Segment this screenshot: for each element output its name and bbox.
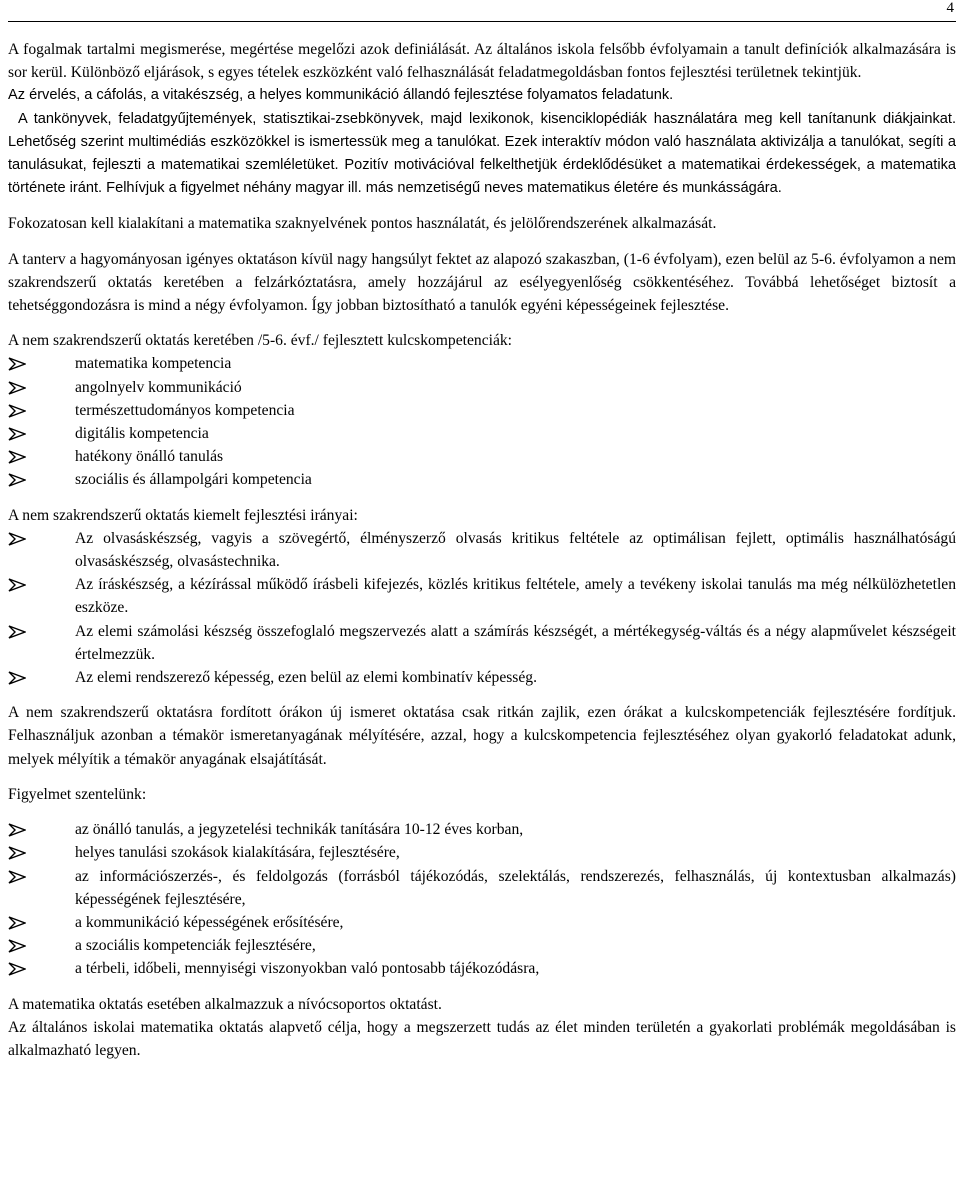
paragraph-competencies-intro: A nem szakrendszerű oktatás keretében /5-6. évf./ fejlesztett kulcskompetenciák:: [8, 332, 513, 350]
list-item: helyes tanulási szokások kialakítására, fejlesztésére,: [8, 841, 956, 864]
arrowhead-bullet-icon: [8, 870, 26, 884]
list-item: az információszerzés-, és feldolgozás (forrásból tájékozódás, szelektálás, rendszerezés, felhasználás, új kontextusban alkalmazás) képességének fejlesztésére,: [8, 865, 956, 911]
directions-list: [8, 527, 956, 689]
competency-list: [8, 352, 956, 491]
arrowhead-bullet-icon: [8, 578, 26, 592]
paragraph-level-groups: A matematika oktatás esetében alkalmazzuk a nívócsoportos oktatást.: [8, 995, 442, 1013]
paragraph-goal: Az általános iskolai matematika oktatás alapvető célja, hogy a megszerzett tudás az élet minden területén a gyakorlati problémák megoldásában is alkalmazható legyen.: [8, 1018, 956, 1059]
list-item: a térbeli, időbeli, mennyiségi viszonyokban való pontosabb tájékozódásra,: [8, 957, 956, 980]
arrowhead-bullet-icon: [8, 357, 26, 371]
list-item: az önálló tanulás, a jegyzetelési technikák tanítására 10-12 éves korban,: [8, 818, 956, 841]
list-item: természettudományos kompetencia: [8, 399, 956, 422]
header-rule: [8, 21, 956, 22]
paragraph-directions-intro: A nem szakrendszerű oktatás kiemelt fejlesztési irányai:: [8, 506, 358, 524]
arrowhead-bullet-icon: [8, 625, 26, 639]
page-content: [8, 38, 956, 1062]
list-item: Az elemi számolási készség összefoglaló megszervezés alatt a számírás készségét, a mértékegység-váltás és a négy alapművelet készségeit értelmezzük.: [8, 620, 956, 666]
arrowhead-bullet-icon: [8, 404, 26, 418]
list-item: szociális és állampolgári kompetencia: [8, 468, 956, 491]
attention-list: [8, 818, 956, 980]
list-item: a kommunikáció képességének erősítésére,: [8, 911, 956, 934]
paragraph-lessons: A nem szakrendszerű oktatásra fordított órákon új ismeret oktatása csak ritkán zajlik, ezen órákat a kulcskompetenciák fejlesztésére fordítjuk. Felhasználjuk azonban a témakör ismeretanyagának mélyítésére, azzal, hogy a kulcskompetencia fejlesztéséhez olyan gyakorló feladatokat adunk, melyek mélyítik a témakör anyagának elsajátítását.: [8, 704, 956, 768]
list-item: angolnyelv kommunikáció: [8, 376, 956, 399]
list-item: Az íráskészség, a kézírással működő írásbeli kifejezés, közlés kritikus feltétele, amely a tevékeny iskolai tanulás ma még nélkülözhetetlen eszköze.: [8, 573, 956, 619]
arrowhead-bullet-icon: [8, 916, 26, 930]
list-item: matematika kompetencia: [8, 352, 956, 375]
arrowhead-bullet-icon: [8, 450, 26, 464]
paragraph-attention-intro: Figyelmet szentelünk:: [8, 785, 147, 803]
arrowhead-bullet-icon: [8, 473, 26, 487]
arrowhead-bullet-icon: [8, 962, 26, 976]
arrowhead-bullet-icon: [8, 846, 26, 860]
arrowhead-bullet-icon: [8, 671, 26, 685]
paragraph-definitions: A fogalmak tartalmi megismerése, megértése megelőzi azok definiálását. Az általános iskola felsőbb évfolyamain a tanult definíciók alkalmazására is sor kerül. Különböző eljárások, s egyes tételek eszközként való felhasználását feladatmegoldásban fontos fejlesztési területnek tekintjük.: [8, 41, 956, 82]
paragraph-curriculum: A tanterv a hagyományosan igényes oktatáson kívül nagy hangsúlyt fektet az alapozó szakaszban, (1-6 évfolyam), ezen belül az 5-6. évfolyamon a nem szakrendszerű oktatás keretében a felzárkóztatásra, amely hozzájárul az esélyegyenlőség csökkentéséhez. Továbbá lehetőséget biztosít a tehetséggondozásra is mind a négy évfolyamon. Így jobban biztosítható a tanulók egyéni képességeinek fejlesztése.: [8, 250, 956, 315]
arrowhead-bullet-icon: [8, 939, 26, 953]
paragraph-terminology: Fokozatosan kell kialakítani a matematika szaknyelvének pontos használatát, és jelölőrendszerének alkalmazását.: [8, 215, 717, 233]
list-item: digitális kompetencia: [8, 422, 956, 445]
arrowhead-bullet-icon: [8, 427, 26, 441]
paragraph-resources: A tankönyvek, feladatgyűjtemények, statisztikai-zsebkönyvek, majd lexikonok, kisenciklopédiák használatára meg kell tanítanunk diákjainkat. Lehetőség szerint multimédiás eszközökkel is ismertessük meg a tanulókat. Ezek interaktív módon való használata aktivizálja a tanulókat, segíti a tanulásukat, fejleszti a matematikai szemléletüket. Pozitív motivációval felkelthetjük érdeklődésüket a matematikai érdekességek, a matematika története iránt. Felhívjuk a figyelmet néhány magyar ill. más nemzetiségű neves matematikus életére és munkásságára.: [8, 110, 956, 197]
arrowhead-bullet-icon: [8, 532, 26, 546]
arrowhead-bullet-icon: [8, 823, 26, 837]
list-item: Az olvasáskészség, vagyis a szövegértő, élményszerző olvasás kritikus feltétele az optimálisan fejlett, optimális használhatóságú olvasáskészség, olvasástechnika.: [8, 527, 956, 573]
arrowhead-bullet-icon: [8, 381, 26, 395]
page-number: 4: [946, 0, 954, 16]
list-item: hatékony önálló tanulás: [8, 445, 956, 468]
list-item: a szociális kompetenciák fejlesztésére,: [8, 934, 956, 957]
list-item: Az elemi rendszerező képesség, ezen belül az elemi kombinatív képesség.: [8, 666, 956, 689]
paragraph-reasoning: Az érvelés, a cáfolás, a vitakészség, a helyes kommunikáció állandó fejlesztése folyamatos feladatunk.: [8, 87, 674, 104]
